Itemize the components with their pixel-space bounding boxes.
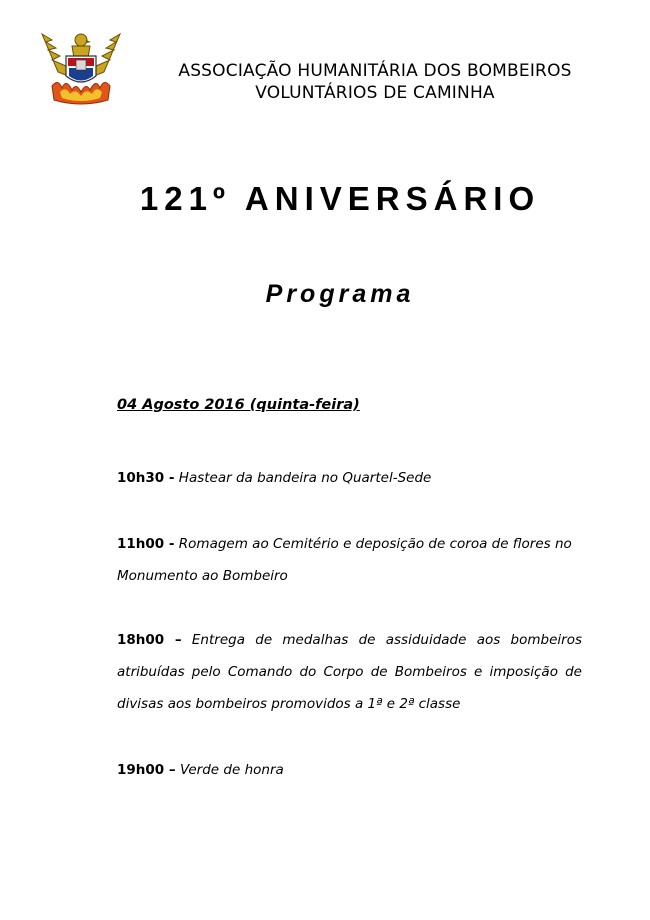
schedule-item (117, 624, 582, 720)
schedule-time: 18h00 – (117, 632, 182, 648)
schedule-description: Verde de honra (179, 762, 284, 778)
organization-name-line2: VOLUNTÁRIOS DE CAMINHA (255, 83, 495, 103)
schedule-description: Romagem ao Cemitério e deposição de coroa de flores no Monumento ao Bombeiro (117, 536, 572, 584)
organization-name-line1: ASSOCIAÇÃO HUMANITÁRIA DOS BOMBEIROS (178, 61, 572, 81)
schedule-item (117, 528, 582, 592)
schedule-description: Hastear da bandeira no Quartel-Sede (178, 470, 432, 486)
schedule-time: 11h00 - (117, 536, 175, 552)
schedule-item (117, 754, 582, 786)
schedule-time: 19h00 – (117, 762, 176, 778)
firefighters-eagle-crest-icon (38, 30, 124, 106)
organization-name (140, 60, 610, 104)
schedule-description: Entrega de medalhas de assiduidade aos bombeiros atribuídas pelo Comando do Corpo de Bombeiros e imposição de divisas aos bombeiros promovidos a 1ª e 2ª classe (117, 632, 582, 712)
page-subtitle: Programa (265, 280, 415, 308)
schedule-item (117, 462, 582, 494)
schedule-time: 10h30 - (117, 470, 175, 486)
event-date: 04 Agosto 2016 (quinta-feira) (117, 397, 360, 413)
page-title: 121º ANIVERSÁRIO (139, 180, 541, 217)
